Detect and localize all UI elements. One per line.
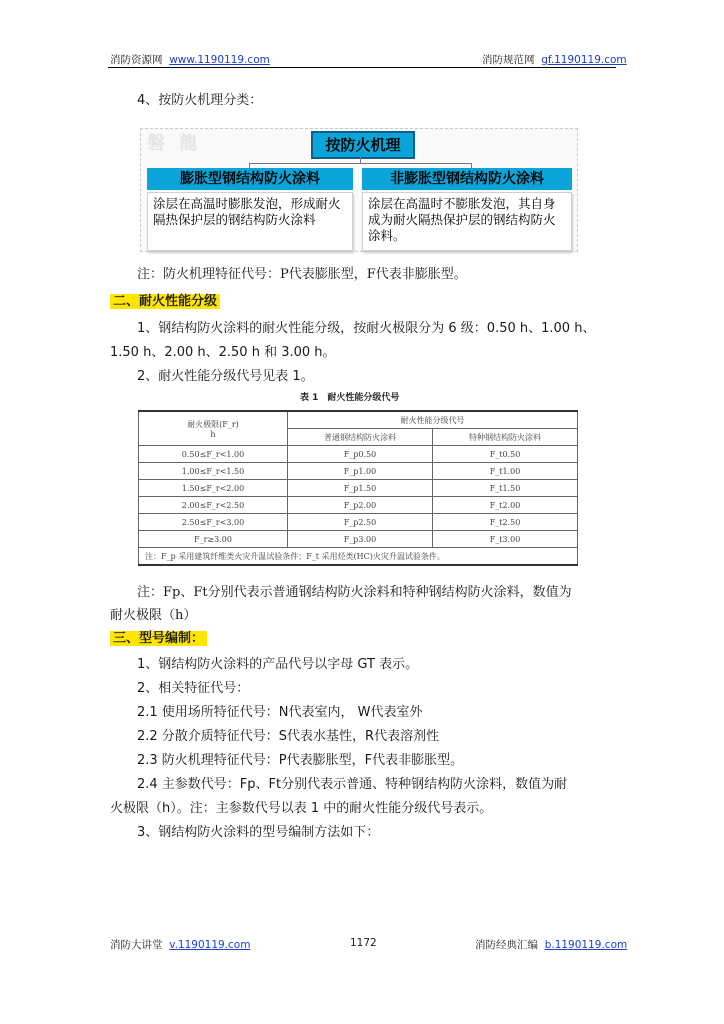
para-model-2-1: 2.1 使用场所特征代号：N代表室内， W代表室外 <box>137 705 423 720</box>
table-cell: 1.00≤F_r<1.50 <box>139 463 288 480</box>
table-cell: F_p2.00 <box>288 497 433 514</box>
table-cell: 0.50≤F_r<1.00 <box>139 446 288 463</box>
table-cell: F_p1.00 <box>288 463 433 480</box>
note-mechanism-codes: 注：防火机理特征代号：P代表膨胀型，F代表非膨胀型。 <box>137 267 467 282</box>
para-model-2-3: 2.3 防火机理特征代号：P代表膨胀型，F代表非膨胀型。 <box>137 753 464 768</box>
diagram-right-desc: 涂层在高温时不膨胀发泡，其自身成为耐火隔热保护层的钢结构防火涂料。 <box>362 192 572 251</box>
table-head-normal: 普通钢结构防火涂料 <box>288 429 433 446</box>
table-cell: F_r≥3.00 <box>139 531 288 548</box>
table-cell: F_p3.00 <box>288 531 433 548</box>
header-right <box>482 52 627 67</box>
table-head-group: 耐火性能分级代号 <box>288 411 578 429</box>
header-left <box>110 52 270 67</box>
table-row <box>139 446 578 463</box>
table-head-limit-unit: h <box>210 429 216 439</box>
table-head-limit-label: 耐火极限(F_r) <box>187 419 239 429</box>
heading-fire-rating-text: 二、耐火性能分级 <box>110 294 220 309</box>
table-cell: 1.50≤F_r<2.00 <box>139 480 288 497</box>
diagram-left-desc: 涂层在高温时膨胀发泡，形成耐火隔热保护层的钢结构防火涂料 <box>147 192 353 251</box>
header-right-name: 消防规范网 <box>482 54 535 66</box>
para-model-2-2: 2.2 分散介质特征代号：S代表水基性，R代表溶剂性 <box>137 729 440 744</box>
footer-right-link[interactable]: b.1190119.com <box>544 939 628 951</box>
section4-title: 4、按防火机理分类： <box>137 93 263 108</box>
para-model-2-4a: 2.4 主参数代号：Fp、Ft分别代表示普通、特种钢结构防火涂料，数值为耐 <box>137 777 568 792</box>
connector <box>249 163 471 164</box>
para-model-2-4b: 火极限（h）。注：主参数代号以表 1 中的耐火性能分级代号表示。 <box>110 801 493 816</box>
header-left-link[interactable]: www.1190119.com <box>169 54 270 66</box>
diagram-right-title: 非膨胀型钢结构防火涂料 <box>362 168 572 190</box>
para-rating-1b: 1.50 h、2.00 h、2.50 h 和 3.00 h。 <box>110 345 336 360</box>
para-rating-1a: 1、钢结构防火涂料的耐火性能分级，按耐火极限分为 6 级：0.50 h、1.00 h、 <box>137 321 596 336</box>
page-number: 1172 <box>350 937 377 949</box>
diagram-root: 按防火机理 <box>311 131 415 159</box>
table-row <box>139 497 578 514</box>
table-cell: F_t2.00 <box>433 497 578 514</box>
table-cell: F_t1.50 <box>433 480 578 497</box>
rating-table <box>138 410 578 566</box>
para-model-1: 1、钢结构防火涂料的产品代号以字母 GT 表示。 <box>137 657 419 672</box>
para-model-2: 2、相关特征代号： <box>137 681 250 696</box>
footer-left-name: 消防大讲堂 <box>110 939 163 951</box>
table-cell: F_t2.50 <box>433 514 578 531</box>
footer-left <box>110 937 250 952</box>
header-divider <box>108 67 616 68</box>
table-row <box>139 514 578 531</box>
table-row <box>139 480 578 497</box>
table-cell: 2.50≤F_r<3.00 <box>139 514 288 531</box>
note-fp-ft-a: 注：Fp、Ft分别代表示普通钢结构防火涂料和特种钢结构防火涂料，数值为 <box>137 585 572 600</box>
table-cell: F_p1.50 <box>288 480 433 497</box>
table-cell: F_t0.50 <box>433 446 578 463</box>
diagram-left-title: 膨胀型钢结构防火涂料 <box>147 168 353 190</box>
watermark-logo: 磐 龍 <box>147 133 202 154</box>
table-row <box>139 463 578 480</box>
table-cell: F_t3.00 <box>433 531 578 548</box>
table-head-limit <box>139 411 288 446</box>
note-fp-ft-b: 耐火极限（h） <box>110 608 197 623</box>
heading-fire-rating <box>110 291 220 313</box>
table-note: 注：F_p 采用建筑纤维类火灾升温试验条件；F_t 采用烃类(HC)火灾升温试验条件。 <box>139 548 578 566</box>
table-caption: 表 1 耐火性能分级代号 <box>300 393 400 403</box>
para-rating-2: 2、耐火性能分级代号见表 1。 <box>137 369 314 384</box>
table-cell: F_p2.50 <box>288 514 433 531</box>
header-right-link[interactable]: gf.1190119.com <box>541 54 627 66</box>
para-model-3: 3、钢结构防火涂料的型号编制方法如下： <box>137 825 380 840</box>
table-cell: F_p0.50 <box>288 446 433 463</box>
footer-left-link[interactable]: v.1190119.com <box>169 939 251 951</box>
table-row <box>139 531 578 548</box>
table-head-special: 特种钢结构防火涂料 <box>433 429 578 446</box>
heading-model-code <box>110 628 207 650</box>
header-left-name: 消防资源网 <box>110 54 163 66</box>
heading-model-code-text: 三、型号编制： <box>110 631 207 646</box>
footer-right-name: 消防经典汇编 <box>475 939 538 951</box>
table-cell: 2.00≤F_r<2.50 <box>139 497 288 514</box>
footer-right <box>475 937 627 952</box>
table-cell: F_t1.00 <box>433 463 578 480</box>
